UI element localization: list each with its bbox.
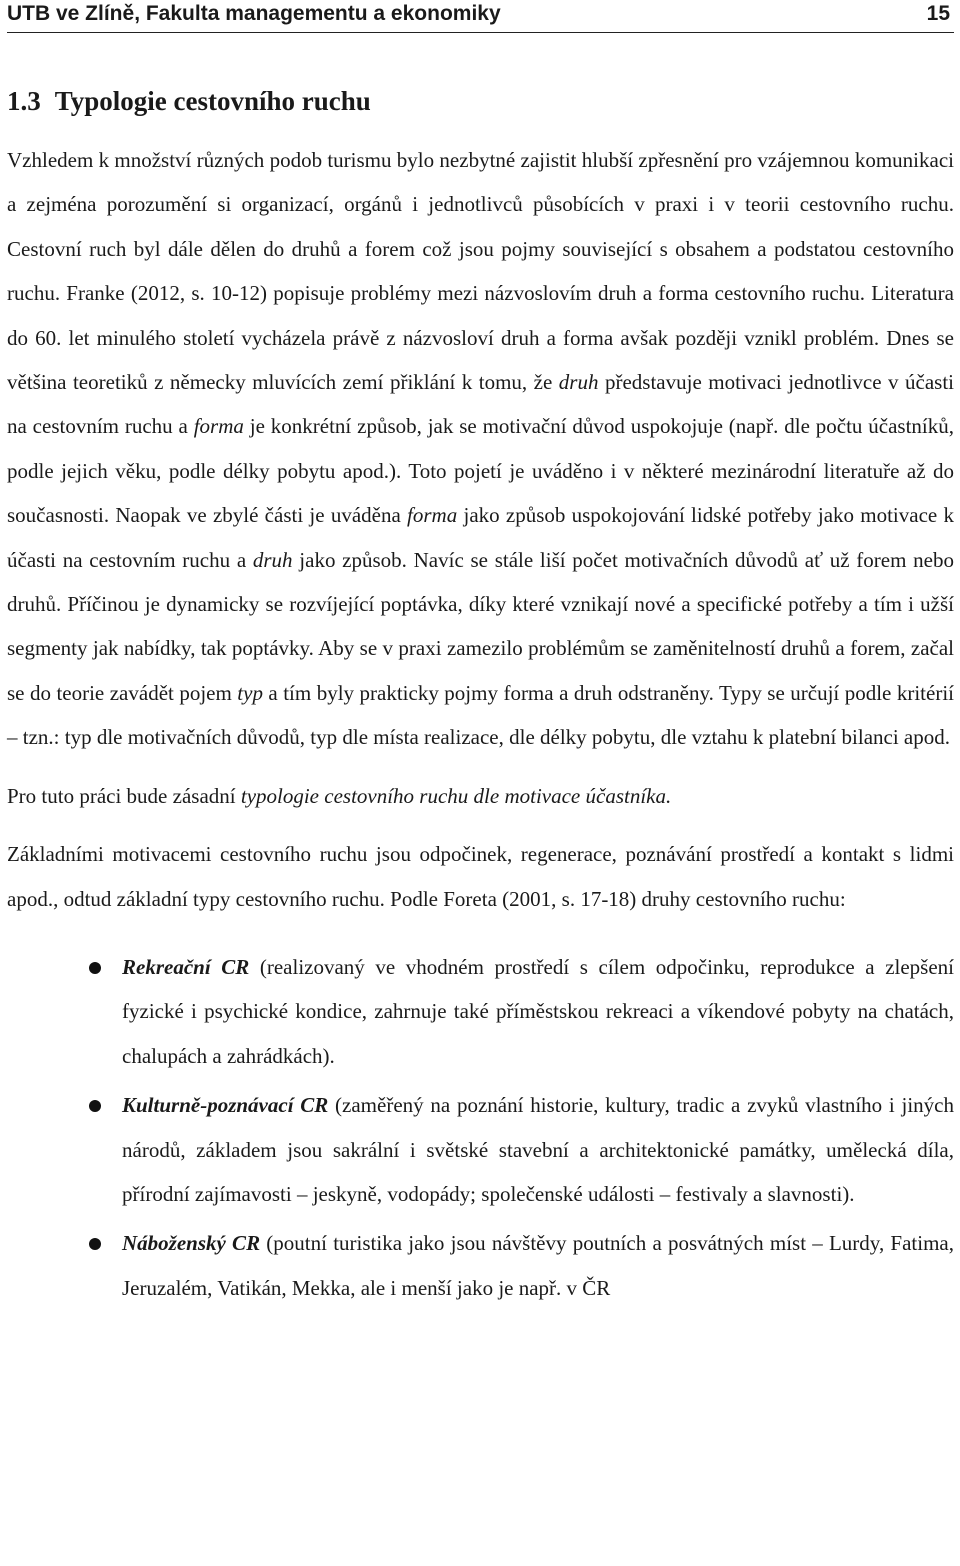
text-run: jako způsob. Navíc se stále liší počet motivačních důvodů ať už forem nebo druhů. Příčinou je dynamicky se rozvíjející poptávka, díky které vznikají nové a specifické potřeby a tím i užší segmenty jak nabídky, tak poptávky. Aby se v praxi zamezilo problémům se zaměnitelností druhů a forem, začal se do teorie zavádět pojem [7,547,954,705]
list-item [7,1221,954,1310]
emphasis-druh: druh [558,370,599,395]
section-heading [7,84,954,118]
paragraph-thesis-focus [7,774,954,818]
text-run: je konkrétní způsob, jak se motivační důvod uspokojuje (např. dle počtu účastníků, podle jejich věku, podle délky pobytu apod.). Toto pojetí je uváděno i v některé mezinárodní literatuře až do současnosti. Naopak ve zbylé části je uváděna [7,414,954,528]
page-number: 15 [926,2,950,25]
list-item-text: (zaměřený na poznání historie, kultury, tradic a zvyků vlastního i jiných národů, základem jsou sakrální i světské stavební a architektonické památky, umělecká díla, přírodní zajímavosti – jeskyně, vodopády; společenské události – festivaly a slavnosti). [122,1093,954,1206]
bullet-icon [89,1238,101,1250]
text-run: Vzhledem k množství různých podob turismu bylo nezbytné zajistit hlubší zpřesnění pro vzájemnou komunikaci a zejména porozumění si organizací, orgánů i jednotlivců působících v praxi i v teorii cestovního ruchu. Cestovní ruch byl dále dělen do druhů a forem což jsou pojmy související s obsahem a podstatou cestovního ruchu. Franke (2012, s. 10-12) popisuje problémy mezi názvoslovím druh a forma cestovního ruchu. Literatura do 60. let minulého století vycházela právě z názvosloví druh a forma avšak později vznikl problém. Dnes se většina teoretiků z německy mluvících zemí přiklání k tomu, že [7,148,954,395]
list-item-text: (poutní turistika jako jsou návštěvy poutních a posvátných míst – Lurdy, Fatima, Jeruzalém, Vatikán, Mekka, ale i menší jako je např. v ČR [122,1231,954,1300]
emphasis-typology: typologie cestovního ruchu dle motivace účastníka. [240,783,672,808]
list-item-term: Kulturně-poznávací CR [122,1093,329,1118]
section-number: 1.3 [7,86,41,116]
paragraph-typology-intro [7,138,954,760]
list-item-term: Náboženský CR [122,1231,261,1256]
emphasis-typ: typ [237,680,263,705]
text-run: Základními motivacemi cestovního ruchu jsou odpočinek, regenerace, poznávání prostředí a kontakt s lidmi apod., odtud základní typy cestovního ruchu. Podle Foreta (2001, s. 17-18) druhy cestovního ruchu: [7,842,954,911]
page-header [7,0,954,33]
emphasis-druh: druh [252,547,293,572]
list-item [7,1083,954,1216]
list-item-term: Rekreační CR [122,954,250,979]
section-title: Typologie cestovního ruchu [54,86,371,116]
paragraph-motivations [7,832,954,921]
text-run: jako způsob uspokojování lidské potřeby jako motivace k účasti na cestovním ruchu a [7,503,954,572]
bullet-icon [89,962,101,974]
emphasis-forma: forma [193,414,244,439]
list-item [7,945,954,1078]
text-run: představuje motivaci jednotlivce v účasti na cestovním ruchu a [7,370,954,439]
emphasis-forma: forma [407,503,458,528]
text-run: a tím byly prakticky pojmy forma a druh odstraněny. Typy se určují podle kritérií – tzn.: typ dle motivačních důvodů, typ dle místa realizace, dle délky pobytu, dle vztahu k platební bilanci apod. [7,680,955,750]
header-title: UTB ve Zlíně, Fakulta managementu a ekonomiky [7,2,501,25]
list-item-text: (realizovaný ve vhodném prostředí s cílem odpočinku, reprodukce a zlepšení fyzické i psychické kondice, zahrnuje také příměstskou rekreaci a víkendové pobyty na chatách, chalupách a zahrádkách). [122,954,955,1068]
text-run: Pro tuto práci bude zásadní [7,783,241,808]
bullet-icon [89,1100,101,1112]
